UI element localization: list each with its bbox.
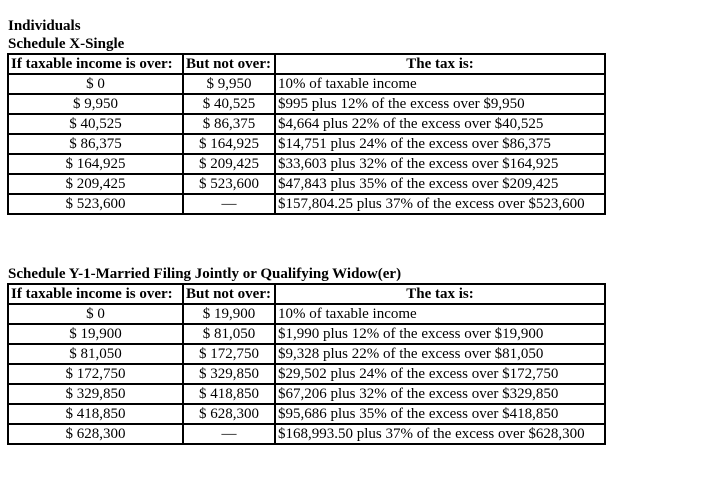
table-row (8, 154, 605, 174)
cell-tax: $95,686 plus 35% of the excess over $418,850 (275, 404, 605, 424)
cell-not-over: $ 329,850 (183, 364, 275, 384)
header-not-over: But not over: (183, 284, 275, 304)
cell-not-over: $ 86,375 (183, 114, 275, 134)
table-row (8, 134, 605, 154)
cell-over: $ 0 (8, 304, 183, 324)
cell-over: $ 86,375 (8, 134, 183, 154)
table-row (8, 114, 605, 134)
cell-tax: $47,843 plus 35% of the excess over $209,425 (275, 174, 605, 194)
header-tax: The tax is: (275, 284, 605, 304)
cell-over: $ 40,525 (8, 114, 183, 134)
schedule-y1-table (7, 283, 606, 445)
cell-not-over: $ 164,925 (183, 134, 275, 154)
cell-not-over: $ 9,950 (183, 74, 275, 94)
cell-tax: $29,502 plus 24% of the excess over $172,750 (275, 364, 605, 384)
table-row (8, 424, 605, 444)
table-row (8, 384, 605, 404)
table-header-row (8, 54, 605, 74)
cell-over: $ 0 (8, 74, 183, 94)
cell-not-over: $ 209,425 (183, 154, 275, 174)
table-row (8, 364, 605, 384)
table-row (8, 344, 605, 364)
cell-tax: $9,328 plus 22% of the excess over $81,050 (275, 344, 605, 364)
table-row (8, 94, 605, 114)
cell-not-over: $ 81,050 (183, 324, 275, 344)
cell-tax: $33,603 plus 32% of the excess over $164,925 (275, 154, 605, 174)
cell-not-over: — (183, 194, 275, 214)
table-header-row (8, 284, 605, 304)
header-over: If taxable income is over: (8, 284, 183, 304)
table-row (8, 324, 605, 344)
cell-over: $ 164,925 (8, 154, 183, 174)
schedule-y1-title: Schedule Y-1-Married Filing Jointly or Qualifying Widow(er) (8, 266, 402, 282)
header-not-over: But not over: (183, 54, 275, 74)
cell-over: $ 418,850 (8, 404, 183, 424)
schedule-x-table (7, 53, 606, 215)
cell-over: $ 523,600 (8, 194, 183, 214)
cell-not-over: — (183, 424, 275, 444)
cell-over: $ 172,750 (8, 364, 183, 384)
table-row (8, 404, 605, 424)
schedule-x-title: Schedule X-Single (8, 36, 125, 52)
cell-over: $ 628,300 (8, 424, 183, 444)
cell-tax: 10% of taxable income (275, 74, 605, 94)
cell-tax: $168,993.50 plus 37% of the excess over $628,300 (275, 424, 605, 444)
cell-over: $ 209,425 (8, 174, 183, 194)
table-row (8, 74, 605, 94)
cell-tax: $157,804.25 plus 37% of the excess over $523,600 (275, 194, 605, 214)
cell-over: $ 19,900 (8, 324, 183, 344)
cell-not-over: $ 628,300 (183, 404, 275, 424)
cell-tax: $67,206 plus 32% of the excess over $329,850 (275, 384, 605, 404)
cell-tax: 10% of taxable income (275, 304, 605, 324)
cell-not-over: $ 418,850 (183, 384, 275, 404)
table-row (8, 194, 605, 214)
page-title: Individuals (8, 18, 81, 34)
cell-not-over: $ 40,525 (183, 94, 275, 114)
header-tax: The tax is: (275, 54, 605, 74)
header-over: If taxable income is over: (8, 54, 183, 74)
table-row (8, 174, 605, 194)
cell-over: $ 81,050 (8, 344, 183, 364)
cell-tax: $14,751 plus 24% of the excess over $86,375 (275, 134, 605, 154)
table-row (8, 304, 605, 324)
cell-over: $ 9,950 (8, 94, 183, 114)
cell-over: $ 329,850 (8, 384, 183, 404)
cell-not-over: $ 523,600 (183, 174, 275, 194)
cell-tax: $4,664 plus 22% of the excess over $40,525 (275, 114, 605, 134)
cell-tax: $1,990 plus 12% of the excess over $19,900 (275, 324, 605, 344)
cell-not-over: $ 172,750 (183, 344, 275, 364)
cell-tax: $995 plus 12% of the excess over $9,950 (275, 94, 605, 114)
cell-not-over: $ 19,900 (183, 304, 275, 324)
